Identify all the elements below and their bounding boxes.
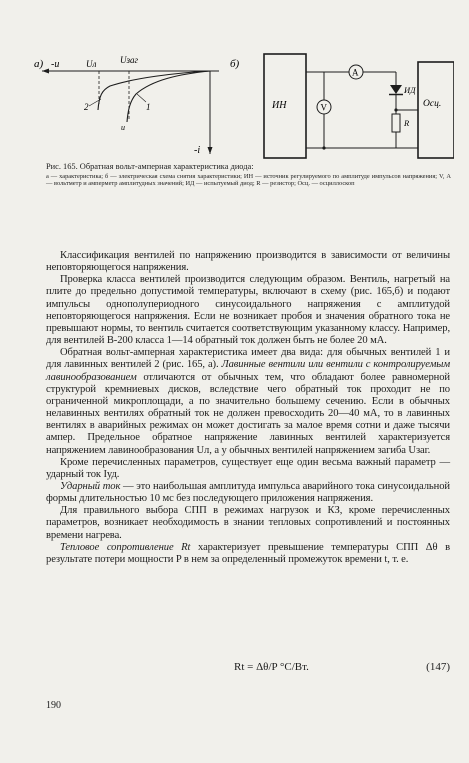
ammeter-label: A bbox=[352, 67, 359, 78]
figure-165 bbox=[34, 44, 454, 160]
diode-label: ИД bbox=[404, 85, 416, 95]
formula-number: (147) bbox=[426, 661, 450, 673]
panel-a-characteristic bbox=[34, 55, 219, 156]
curve-2-avalanche bbox=[98, 71, 210, 110]
surge-current-term: Ударный ток bbox=[60, 480, 121, 492]
curve-1-leader bbox=[137, 94, 146, 102]
paragraph-6: Для правильного выбора СПП в режимах нагрузок и КЗ, кроме перечисленных параметров, возникает необходимость в знании тепловых сопротивлений и постоянных времени нагрева. bbox=[46, 505, 450, 541]
page-number: 190 bbox=[46, 700, 61, 711]
caption-legend: а — характеристика; б — электрическая схема снятия характеристики; ИН — источник регулируемого по амплитуде импульсов напряжения; V, А — вольтметр и амперметр амплитудных значений; ИД — испытуемый диод; R — резистор; Осц. — осциллоскоп bbox=[46, 173, 451, 188]
paragraph-3 bbox=[46, 347, 450, 456]
panel-a-label: а) bbox=[34, 58, 44, 70]
diode-icon bbox=[390, 85, 402, 94]
paragraph-7 bbox=[46, 542, 450, 566]
figure-caption bbox=[46, 162, 451, 188]
paragraph-3-start: Обратная вольт-амперная характеристика имеет два вида: для обычных вентилей 1 и для лавинных вентилей 2 (рис. 165, а). bbox=[46, 347, 450, 371]
paragraph-7-rest: характеризует превышение температуры СПП Δθ в результате потери мощности P в нем за определенный промежуток времени t, т. е. bbox=[46, 541, 451, 565]
paragraph-5-rest: — это наибольшая амплитуда импульса аварийного тока синусоидальной формы длительностью 10 мс без последующего приложения напряжения. bbox=[46, 480, 450, 505]
current-axis-arrow bbox=[208, 147, 213, 154]
curve-mark-label: u bbox=[121, 123, 125, 132]
body-text bbox=[46, 250, 450, 566]
resistor-label: R bbox=[404, 118, 410, 128]
source-label: ИН bbox=[272, 100, 287, 111]
formula-expression: Rt = Δθ/P °C/Вт. bbox=[234, 661, 309, 673]
thermal-resistance-term: Тепловое сопротивление Rt bbox=[60, 541, 191, 553]
curve-2-label: 2 bbox=[84, 102, 89, 112]
panel-b-circuit bbox=[230, 54, 454, 158]
u-l-label: Uл bbox=[86, 59, 97, 69]
paragraph-2: Проверка класса вентилей производится следующим образом. Вентиль, нагретый на плите до предельно допустимой температуры, включают в схему (рис. 165,б) и подают импульсы однополупериодного синусоидального напряжения с амплитудой неповторяющегося напряжения. Если не возникает пробоя и значения обратного тока не превышают нормы, то вентиль считается соответствующим указанному классу. Например, для вентилей В-200 класса 1—14 обратный ток должен быть не более 20 мА. bbox=[46, 274, 450, 347]
avalanche-term: Лавинные вентили или вентили с контролируемым лавинообразованием bbox=[46, 359, 450, 383]
formula-147 bbox=[46, 661, 450, 677]
junction-dot bbox=[322, 146, 325, 149]
voltmeter-label: V bbox=[320, 102, 327, 113]
resistor-icon bbox=[392, 114, 400, 132]
paragraph-4: Кроме перечисленных параметров, существует еще один весьма важный параметр — ударный ток Iуд. bbox=[46, 456, 450, 480]
caption-title: Рис. 165. Обратная вольт-амперная характеристика диода: bbox=[46, 162, 254, 171]
minus-i-label: -i bbox=[194, 145, 201, 156]
minus-u-label: -u bbox=[51, 59, 60, 70]
scope-label: Осц. bbox=[423, 99, 442, 109]
curve-1-label: 1 bbox=[146, 102, 151, 112]
u-zag-label: Uзаг bbox=[120, 55, 139, 65]
paragraph-5 bbox=[46, 481, 450, 505]
panel-b-label: б) bbox=[230, 58, 240, 70]
scope-box bbox=[418, 62, 454, 158]
paragraph-3-end: отличаются от обычных тем, что обладают более равномерной структурой кремниевых дисков, вследствие чего обратный ток проходит не по ограниченной микроплощади, а по значительно большему сечению. Если в обычных нелавинных вентилях обратный ток не должен превосходить 20—40 мА, то в лавинных вентилях в аварийных режимах он может достигать за малое время сотни и даже тысячи ампер. Предельное обратное напряжение лавинных вентилей характеризуется напряжением лавинообразования Uл, а у обычных вентилей напряжением загиба Uзаг. bbox=[46, 371, 450, 456]
paragraph-1: Классификация вентилей по напряжению производится в зависимости от величины неповторяющегося напряжения. bbox=[46, 250, 450, 274]
